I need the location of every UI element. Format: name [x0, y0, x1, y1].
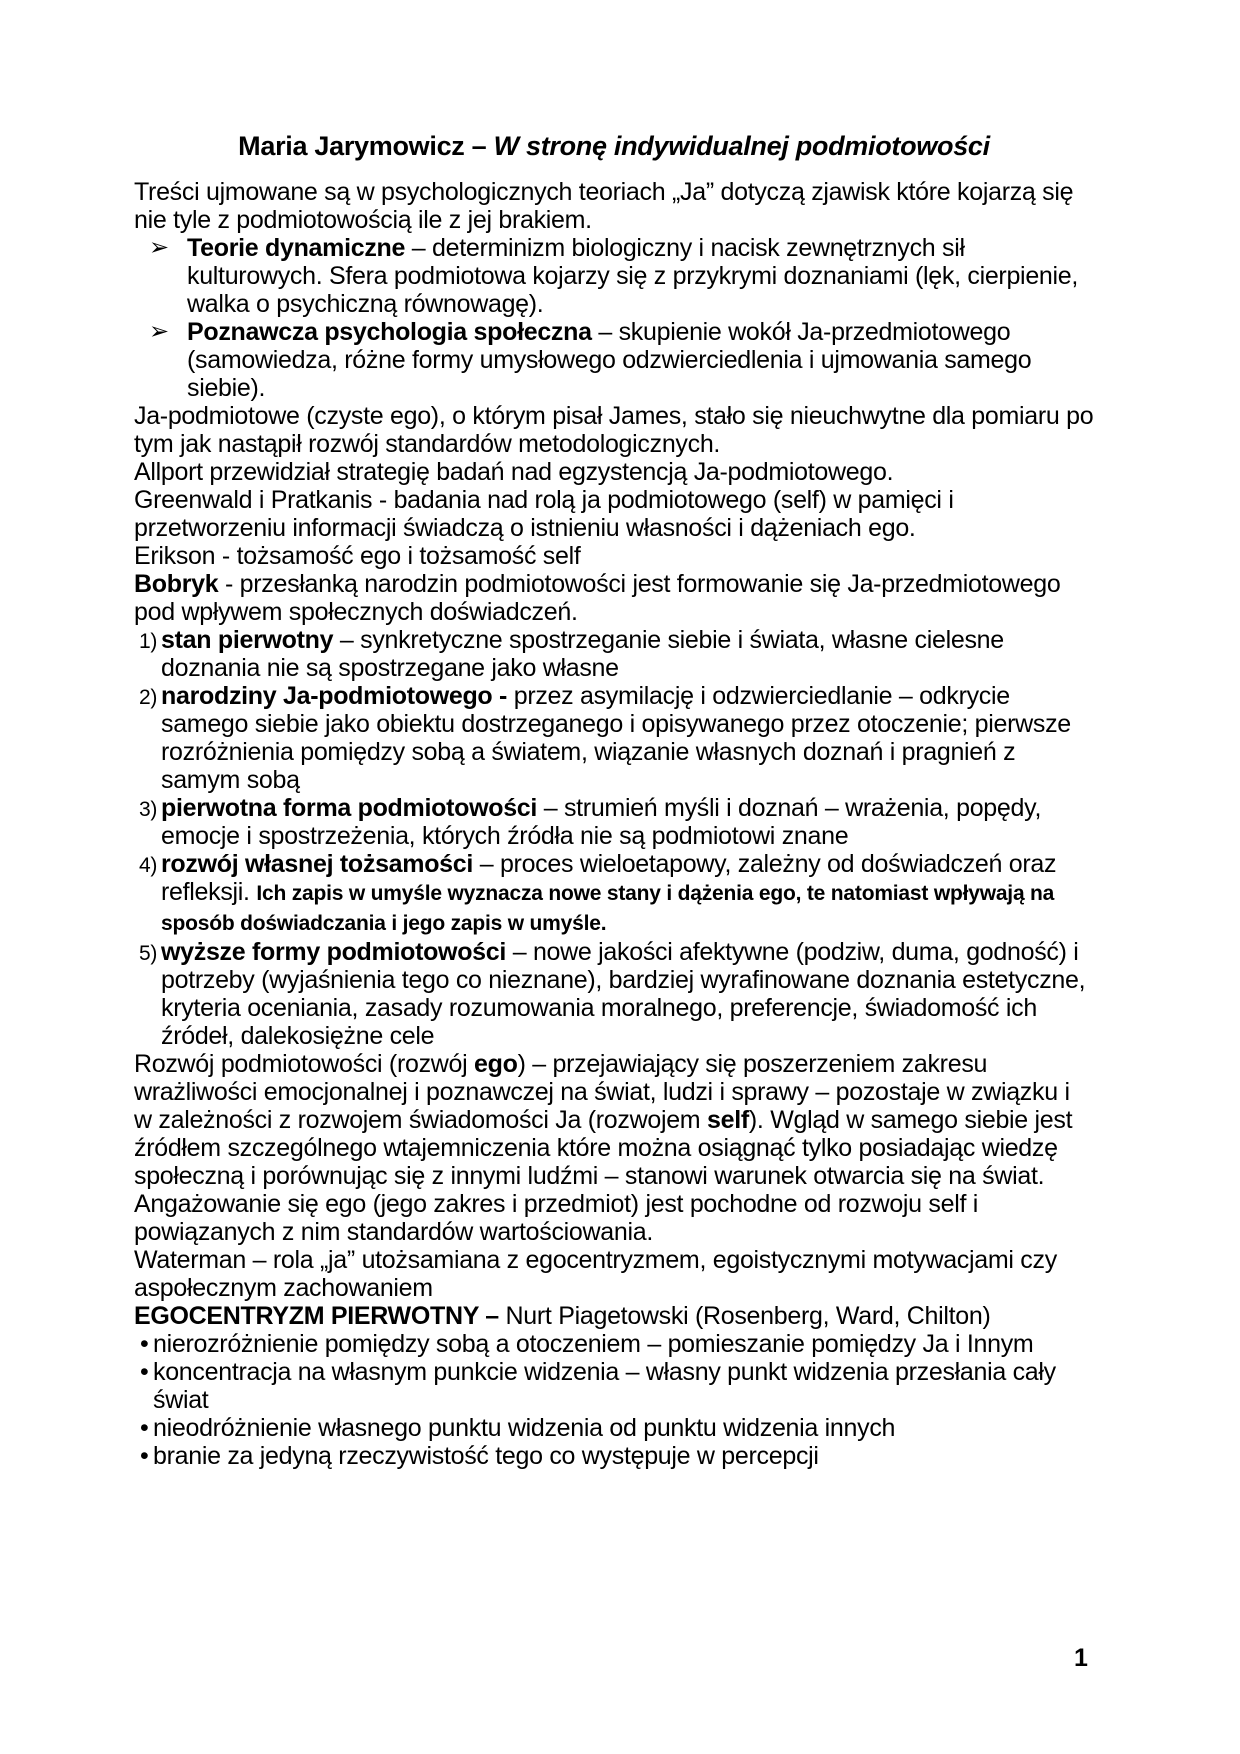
- item-term: wyższe formy podmiotowości: [161, 938, 507, 966]
- intro-paragraph: Treści ujmowane są w psychologicznych teoriach „Ja” dotyczą zjawisk które kojarzą się nie tyle z podmiotowością ile z jej brakiem.: [134, 178, 1074, 234]
- item-desc: – synkretyczne spostrzeganie siebie i świata, własne cielesne doznania nie są spostrzegane jako własne: [161, 626, 1004, 682]
- egocentryzm-term: EGOCENTRYZM PIERWOTNY –: [134, 1302, 499, 1330]
- arrow-item-text: [187, 318, 1094, 402]
- arrow-list-item-poznawcza: [134, 318, 1094, 402]
- title-work: W stronę indywidualnej podmiotowości: [493, 131, 990, 161]
- item-desc: – strumień myśli i doznań – wrażenia, popędy, emocje i spostrzeżenia, których źródła nie są podmiotowi znane: [161, 794, 1042, 850]
- item-number: 3): [139, 798, 158, 821]
- numbered-item-text: [161, 794, 1094, 850]
- arrow-list-item-teorie: [134, 234, 1094, 318]
- paragraph-erikson: Erikson - tożsamość ego i tożsamość self: [134, 542, 581, 570]
- page-title: [134, 132, 1094, 160]
- bullet-list-item-2: [134, 1358, 1094, 1414]
- bobryk-term: Bobryk: [134, 570, 219, 598]
- bullet-dot-icon: •: [140, 1442, 149, 1470]
- numbered-item-text: [161, 682, 1094, 794]
- bullet-list-item-4: [134, 1442, 1094, 1470]
- bullet-dot-icon: •: [140, 1414, 149, 1442]
- arrow-item-term: Teorie dynamiczne: [187, 234, 406, 262]
- item-number: 4): [139, 854, 158, 877]
- rozwoj-run: ). Wgląd w samego siebie jest źródłem szczególnego wtajemniczenia które można osiągnąć tylko posiadając wiedzę społeczną i porównując się z innymi ludźmi – stanowi warunek otwarcia się na świat. Angażowanie się ego (jego zakres i przedmiot) jest pochodne od rozwoju self i powiązanych z nim standardów wartościowania.: [134, 1106, 1073, 1246]
- bullet-dot-icon: •: [140, 1358, 149, 1386]
- item-note: Ich zapis w umyśle wyznacza nowe stany i dążenia ego, te natomiast wpływają na sposób doświadczania i jego zapis w umyśle.: [161, 882, 1055, 935]
- item-number: 2): [139, 686, 158, 709]
- page-number: 1: [1074, 1644, 1088, 1672]
- rozwoj-run: Rozwój podmiotowości (rozwój: [134, 1050, 475, 1078]
- bullet-dot-icon: •: [140, 1330, 149, 1358]
- bobryk-paragraph: [134, 570, 1094, 626]
- item-desc: przez asymilację i odzwierciedlanie – odkrycie samego siebie jako obiektu dostrzeganego i opisywanego przez otoczenie; pierwsze rozróżnienia pomiędzy sobą a światem, wiązanie własnych doznań i pragnień z samym sobą: [161, 682, 1071, 794]
- numbered-list-item-2: [134, 682, 1094, 794]
- numbered-list-item-4: [134, 850, 1094, 938]
- item-term: rozwój własnej tożsamości: [161, 850, 474, 878]
- arrow-bullet-icon: ➢: [149, 234, 169, 261]
- numbered-list-item-1: [134, 626, 1094, 682]
- arrow-item-desc: – determinizm biologiczny i nacisk zewnętrznych sił kulturowych. Sfera podmiotowa kojarzy się z przykrymi doznaniami (lęk, cierpienie, walka o psychiczną równowagę).: [187, 234, 1079, 318]
- bullet-item-text: nieodróżnienie własnego punktu widzenia od punktu widzenia innych: [153, 1414, 896, 1442]
- paragraph-allport: Allport przewidział strategię badań nad egzystencją Ja-podmiotowego.: [134, 458, 894, 486]
- egocentryzm-heading: [134, 1302, 1094, 1330]
- item-term: narodziny Ja-podmiotowego -: [161, 682, 508, 710]
- item-number: 1): [139, 630, 158, 653]
- rozwoj-run-self: self: [706, 1106, 749, 1134]
- arrow-item-text: [187, 234, 1094, 318]
- bullet-item-text: branie za jedyną rzeczywistość tego co występuje w percepcji: [153, 1442, 819, 1470]
- numbered-item-text: [161, 938, 1094, 1050]
- arrow-bullet-icon: ➢: [149, 318, 169, 345]
- paragraph-greenwald: Greenwald i Pratkanis - badania nad rolą ja podmiotowego (self) w pamięci i przetworzeniu informacji świadczą o istnieniu własności i dążeniach ego.: [134, 486, 954, 542]
- paragraph-james: Ja-podmiotowe (czyste ego), o którym pisał James, stało się nieuchwytne dla pomiaru po tym jak nastąpił rozwój standardów metodologicznych.: [134, 402, 1094, 458]
- rozwoj-paragraph: [134, 1050, 1094, 1246]
- egocentryzm-desc: Nurt Piagetowski (Rosenberg, Ward, Chilton): [498, 1302, 991, 1330]
- bullet-item-text: koncentracja na własnym punkcie widzenia – własny punkt widzenia przesłania cały świat: [153, 1358, 1056, 1414]
- numbered-item-text: [161, 626, 1094, 682]
- bullet-list-item-1: [134, 1330, 1094, 1358]
- numbered-list-item-5: [134, 938, 1094, 1050]
- numbered-list-item-3: [134, 794, 1094, 850]
- waterman-paragraph: Waterman – rola „ja” utożsamiana z egocentryzmem, egoistycznymi motywacjami czy aspołecznym zachowaniem: [134, 1246, 1057, 1302]
- title-author: Maria Jarymowicz –: [238, 131, 494, 161]
- bullet-list-item-3: [134, 1414, 1094, 1442]
- bobryk-desc: - przesłanką narodzin podmiotowości jest formowanie się Ja-przedmiotowego pod wpływem społecznych doświadczeń.: [134, 570, 1061, 626]
- rozwoj-run: ) – przejawiający się poszerzeniem zakresu wrażliwości emocjonalnej i poznawczej na świat, ludzi i sprawy – pozostaje w związku i w zależności z rozwojem świadomości Ja (rozwojem: [134, 1050, 1070, 1134]
- rozwoj-run-ego: ego: [474, 1050, 518, 1078]
- bullet-item-text: nierozróżnienie pomiędzy sobą a otoczeniem – pomieszanie pomiędzy Ja i Innym: [153, 1330, 1034, 1358]
- numbered-item-text: [161, 850, 1094, 938]
- item-term: stan pierwotny: [161, 626, 334, 654]
- arrow-item-desc: – skupienie wokół Ja-przedmiotowego (samowiedza, różne formy umysłowego odzwierciedlenia i ujmowania samego siebie).: [187, 318, 1032, 402]
- item-desc: – nowe jakości afektywne (podziw, duma, godność) i potrzeby (wyjaśnienia tego co nieznane), bardziej wyrafinowane doznania estetyczne, kryteria oceniania, zasady rozumowania moralnego, preferencje, świadomość ich źródeł, dalekosiężne cele: [161, 938, 1086, 1050]
- item-term: pierwotna forma podmiotowości: [161, 794, 538, 822]
- item-desc: – proces wieloetapowy, zależny od doświadczeń oraz refleksji.: [161, 850, 1057, 906]
- arrow-item-term: Poznawcza psychologia społeczna: [187, 318, 592, 346]
- item-number: 5): [139, 942, 158, 965]
